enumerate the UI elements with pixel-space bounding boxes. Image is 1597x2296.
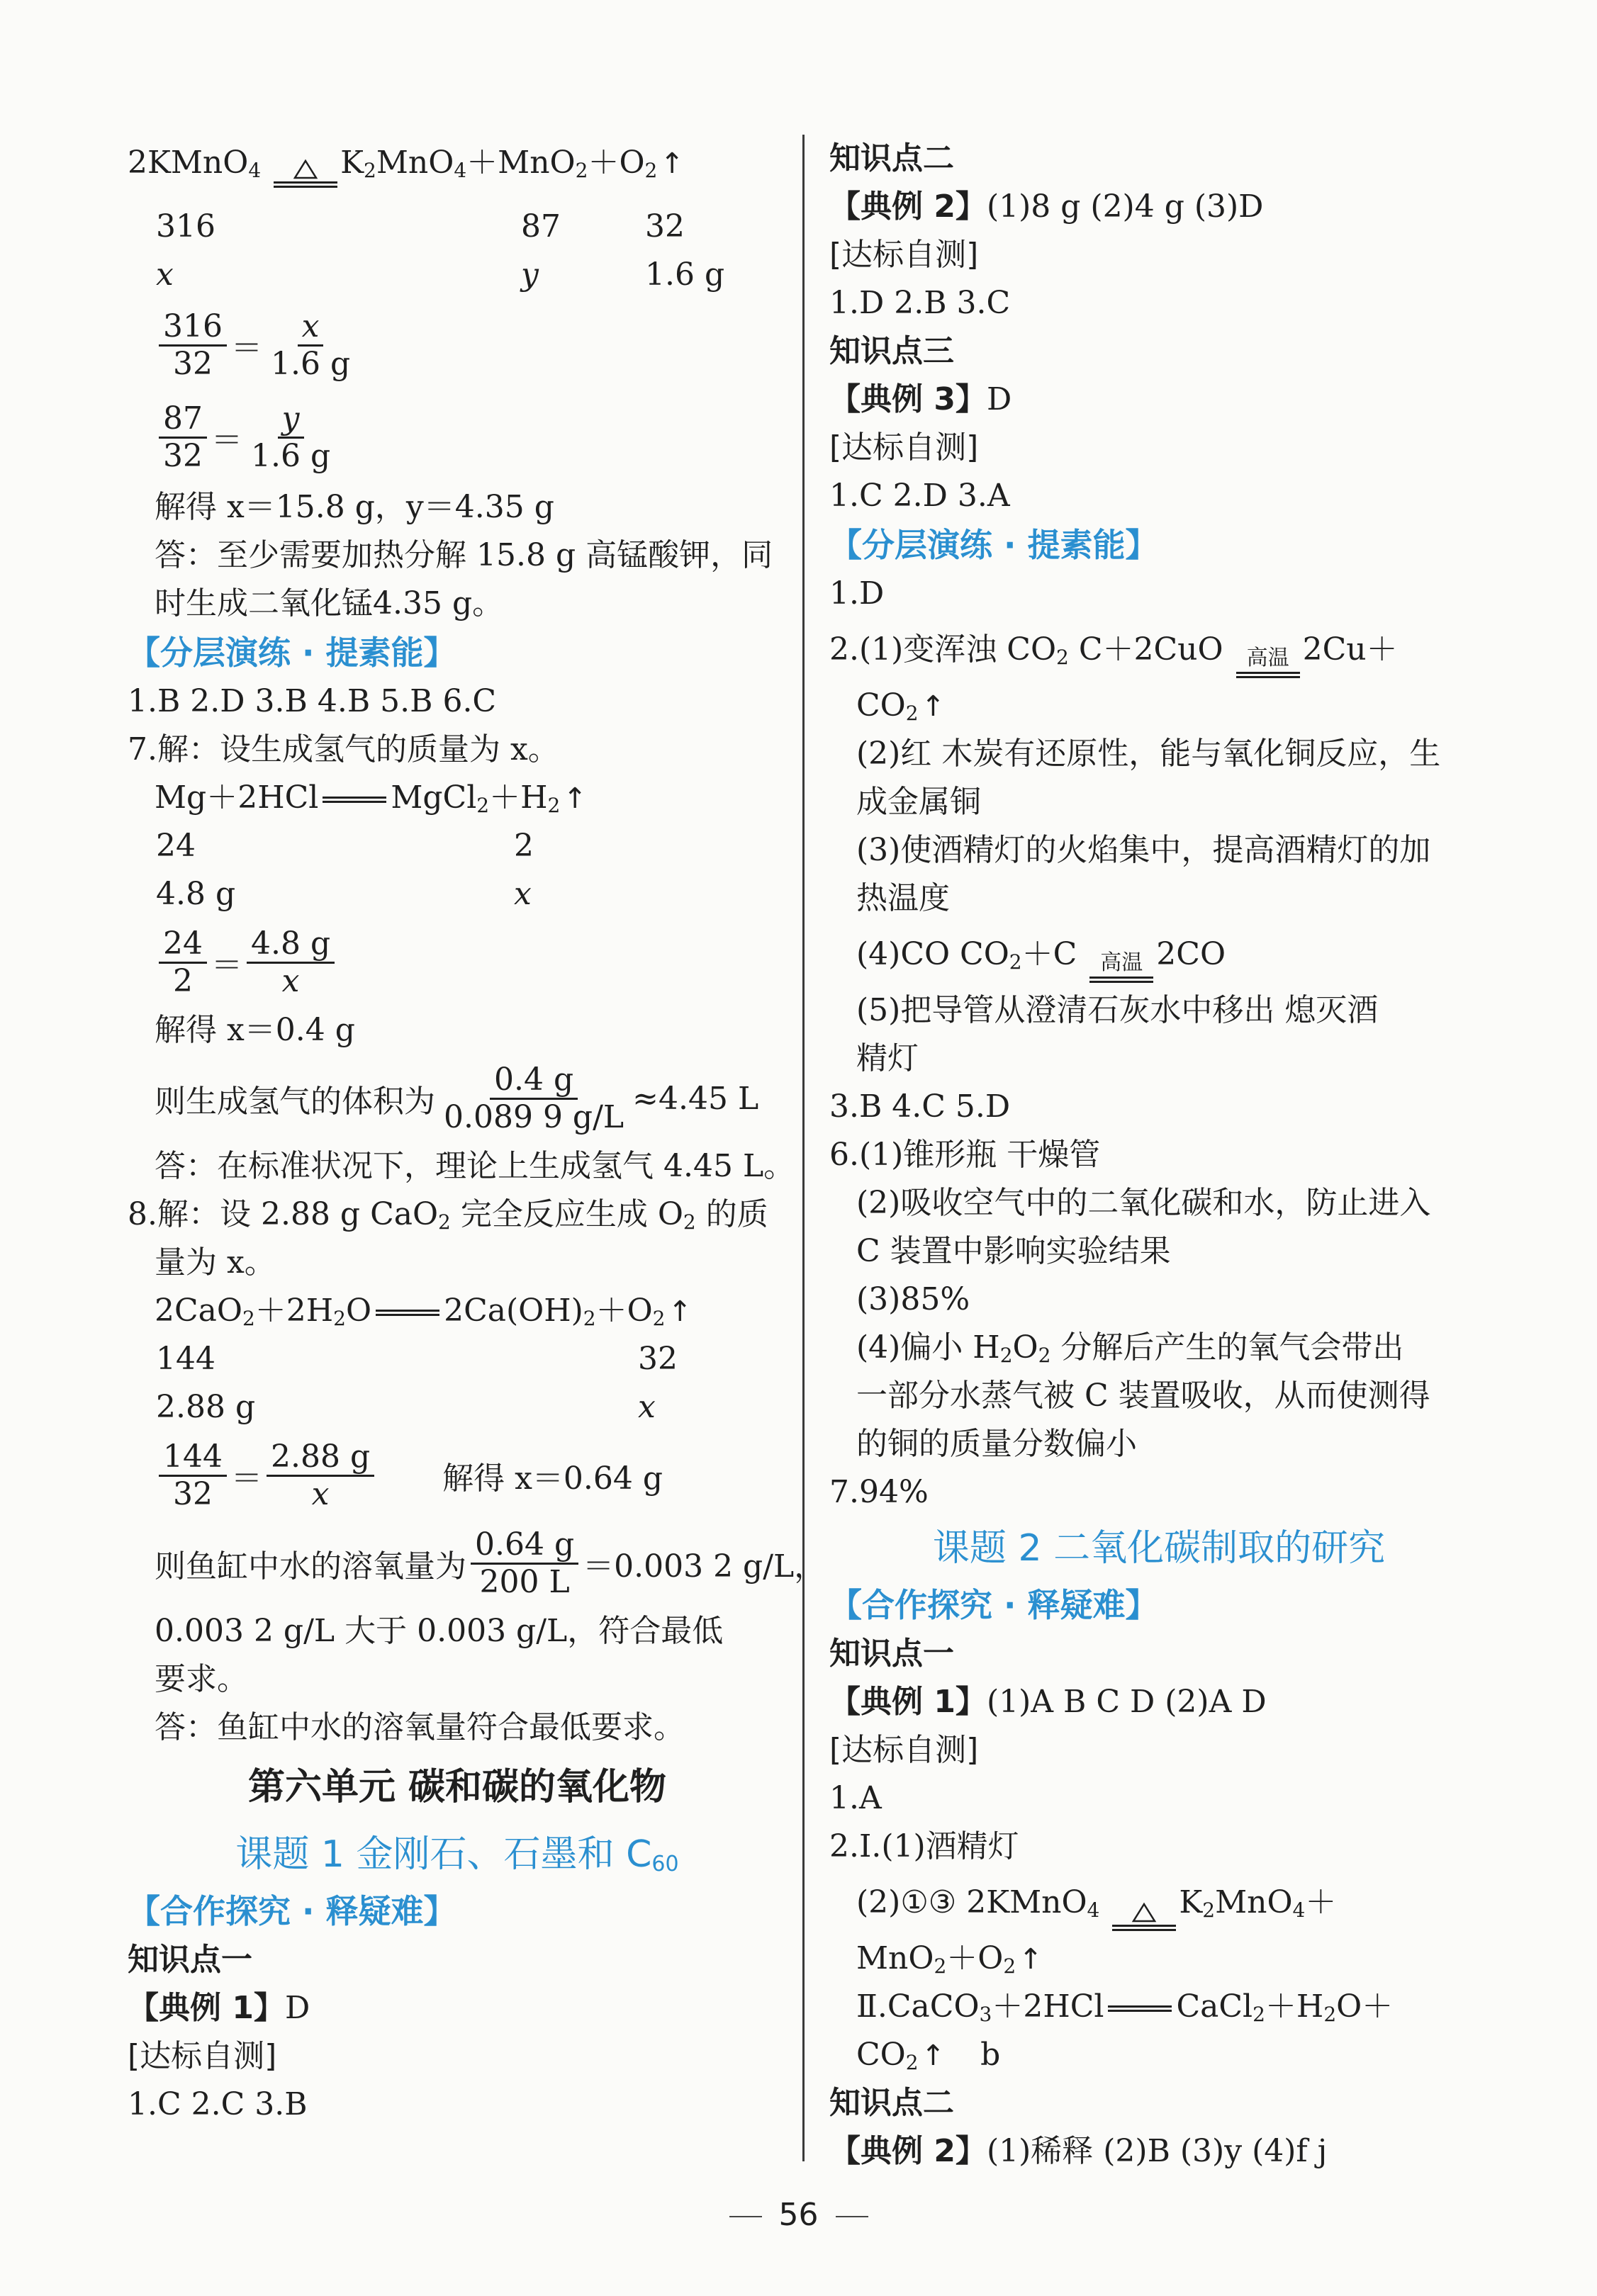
answer-line: 答：至少需要加热分解 15.8 g 高锰酸钾，同 bbox=[155, 537, 773, 573]
example-answer: 【典例 2】(1)稀释 (2)B (3)y (4)f j bbox=[829, 2133, 1328, 2169]
answer-line: 成金属铜 bbox=[856, 784, 981, 820]
question-7: 7.解：设生成氢气的质量为 x。 bbox=[128, 731, 559, 767]
choice-answers: 1.D 2.B 3.C bbox=[829, 285, 1011, 321]
ratio-value: 4.8 g bbox=[156, 876, 236, 912]
topic-title: 课题 2 二氧化碳制取的研究 bbox=[932, 1527, 1386, 1570]
up-arrow-icon: ↑ bbox=[660, 147, 684, 180]
text: ＝0.003 2 g/L， bbox=[583, 1548, 826, 1585]
equation-mg-hcl: Mg＋2HCl $MgCl_2+H_2$ ↑ bbox=[128, 774, 787, 822]
equals-bar bbox=[376, 1310, 439, 1316]
ratio-row bbox=[128, 822, 787, 870]
up-arrow-icon: ↑ bbox=[668, 1295, 692, 1328]
ratio-value: x bbox=[514, 876, 532, 912]
knowledge-point: 知识点三 bbox=[829, 333, 954, 369]
answer-line: 1.A bbox=[829, 1780, 882, 1816]
proportion-2: $\frac{87}{32}$ ＝ $\frac{y}{1.6 g}$ bbox=[128, 391, 787, 483]
answer-line: (4)偏小 $H_2O_2$ 分解后产生的氧气会带出 bbox=[856, 1329, 1404, 1367]
section-heading: 【分层演练 · 提素能】 bbox=[829, 526, 1158, 564]
up-arrow-icon: ↑ bbox=[563, 782, 587, 815]
example-answer: 【典例 2】(1)8 g (2)4 g (3)D bbox=[829, 188, 1264, 225]
self-check: [达标自测] bbox=[829, 429, 979, 466]
ratio-value: 32 bbox=[638, 1341, 678, 1377]
answer-line: 的铜的质量分数偏小 bbox=[856, 1426, 1137, 1462]
unknown-row bbox=[128, 251, 787, 299]
fraction: $\frac{x}{1.6 g}$ bbox=[270, 308, 351, 382]
proportion-4: $\frac{144}{32}$ ＝ $\frac{2.88 g}{x}$ 解得 x＝0.64 g bbox=[128, 1431, 787, 1519]
ratio-value: 1.6 g bbox=[645, 257, 725, 293]
oxygen-line bbox=[128, 1519, 826, 1607]
fraction: $\frac{4.8 g}{x}$ bbox=[247, 926, 335, 999]
equation-cont: $MnO_2+O_2$ ↑ bbox=[829, 1935, 1489, 1983]
proportion-3: $\frac{24}{2}$ ＝ $\frac{4.8 g}{x}$ bbox=[128, 918, 787, 1006]
equation-kmno4: 2KMnO$_4$ $K_2MnO_4+MnO_2+O_2$ ↑ bbox=[128, 135, 787, 191]
page-footer bbox=[0, 2197, 1597, 2233]
fraction: $\frac{144}{32}$ bbox=[159, 1439, 227, 1512]
eq-text: ＋O bbox=[588, 145, 645, 181]
high-temp-condition: 高温 bbox=[1089, 952, 1153, 994]
eq-text: ＋MnO bbox=[466, 145, 576, 181]
ratio-value: 316 bbox=[156, 208, 215, 244]
answer-line: (5)把导管从澄清石灰水中移出 熄灭酒 bbox=[856, 992, 1379, 1028]
fraction: $\frac{316}{32}$ bbox=[159, 309, 227, 382]
answer-line: (3)85% bbox=[856, 1281, 970, 1317]
answer-line: 答：在标准状况下，理论上生成氢气 4.45 L。 bbox=[155, 1148, 795, 1184]
answer-line: 答：鱼缸中水的溶氧量符合最低要求。 bbox=[155, 1709, 685, 1745]
answer-line: 7.94% bbox=[829, 1474, 929, 1510]
example-answer: 【典例 1】(1)A B C D (2)A D bbox=[829, 1684, 1267, 1720]
answer-line: C 装置中影响实验结果 bbox=[856, 1233, 1171, 1269]
equals-bar bbox=[1108, 2005, 1172, 2012]
heat-condition bbox=[274, 157, 337, 199]
up-arrow-icon: ↑ bbox=[1019, 1943, 1043, 1976]
ratio-row bbox=[128, 203, 787, 251]
equation-cao2: $2CaO_2+2H_2O$ $2Ca(OH)_2+O_2$ ↑ bbox=[128, 1287, 787, 1335]
left-column bbox=[128, 135, 826, 2129]
text: 则生成氢气的体积为 bbox=[155, 1084, 435, 1120]
ratio-value: 2.88 g bbox=[156, 1389, 256, 1425]
answer-line: 6.(1)锥形瓶 干燥管 bbox=[829, 1137, 1101, 1173]
answer-line: (2)吸收空气中的二氧化碳和水，防止进入 bbox=[856, 1185, 1431, 1221]
compare-line: 要求。 bbox=[155, 1661, 248, 1697]
knowledge-point: 知识点一 bbox=[829, 1636, 954, 1672]
self-check: [达标自测] bbox=[829, 1732, 979, 1768]
question-8-cont: 量为 x。 bbox=[155, 1244, 276, 1281]
ratio-value: 87 bbox=[521, 208, 561, 244]
answer-line: 1.D bbox=[829, 575, 885, 612]
choice-answers: 1.C 2.C 3.B bbox=[128, 2086, 308, 2122]
answer-line: 热温度 bbox=[856, 880, 950, 916]
answer-line: (3)使酒精灯的火焰集中，提高酒精灯的加 bbox=[856, 832, 1431, 868]
eq-text: 2KMnO bbox=[128, 145, 249, 181]
unknown-row bbox=[128, 870, 787, 918]
ratio-row bbox=[128, 1335, 787, 1383]
self-check: [达标自测] bbox=[829, 237, 979, 273]
fraction: $\frac{87}{32}$ bbox=[159, 401, 207, 474]
section-heading: 【分层演练 · 提素能】 bbox=[128, 634, 456, 672]
eq-text: K bbox=[340, 145, 364, 181]
choice-answers: 3.B 4.C 5.D bbox=[829, 1088, 1011, 1125]
column-divider bbox=[802, 135, 805, 2161]
example-answer: 【典例 1】D bbox=[128, 1990, 310, 2026]
answer-line: 时生成二氧化锰4.35 g。 bbox=[155, 585, 504, 621]
fraction: $\frac{y}{1.6 g}$ bbox=[251, 400, 331, 474]
equation-kmno4-2: (2)①③ 2KMnO$_4$ $K_2MnO_4+$ bbox=[829, 1871, 1489, 1935]
volume-line bbox=[128, 1054, 787, 1142]
unknown-row bbox=[128, 1383, 787, 1431]
text: ≈4.45 L bbox=[632, 1080, 759, 1117]
unit-title: 第六单元 碳和碳的氧化物 bbox=[247, 1766, 667, 1808]
knowledge-point: 知识点一 bbox=[128, 1942, 252, 1978]
ratio-value: x bbox=[638, 1389, 656, 1425]
fraction: $\frac{2.88 g}{x}$ bbox=[267, 1439, 374, 1512]
ratio-value: 24 bbox=[156, 828, 196, 864]
solution-line: 解得 x＝0.4 g bbox=[155, 1012, 355, 1048]
up-arrow-icon: ↑ bbox=[921, 2039, 946, 2072]
heat-triangle-icon bbox=[293, 157, 318, 181]
eq-text: Mg＋2HCl bbox=[155, 780, 319, 816]
answer-2-4: (4)CO $CO_2+C$ 高温 2CO bbox=[829, 923, 1489, 986]
right-column bbox=[829, 135, 1489, 2176]
eq-text: MgCl bbox=[391, 780, 477, 816]
answer-line: 一部分水蒸气被 C 装置吸收，从而使测得 bbox=[856, 1378, 1430, 1414]
section-heading: 【合作探究 · 释疑难】 bbox=[128, 1892, 456, 1930]
ratio-value: 32 bbox=[645, 208, 685, 244]
fraction: $\frac{0.4 g}{0.089 9 g/L}$ bbox=[444, 1061, 624, 1135]
text: 解得 x＝0.64 g bbox=[442, 1461, 663, 1497]
compare-line: 0.003 2 g/L 大于 0.003 g/L，符合最低 bbox=[155, 1613, 724, 1649]
proportion-1: $\frac{316}{32}$ ＝ $\frac{x}{1.6 g}$ bbox=[128, 299, 787, 391]
ratio-value: y bbox=[521, 257, 539, 293]
eq-text: MnO bbox=[376, 145, 454, 181]
choice-answers: 1.B 2.D 3.B 4.B 5.B 6.C bbox=[128, 683, 497, 719]
self-check: [达标自测] bbox=[128, 2038, 277, 2074]
ratio-value: 144 bbox=[156, 1341, 215, 1377]
section-heading: 【合作探究 · 释疑难】 bbox=[829, 1586, 1158, 1624]
ratio-value: 2 bbox=[514, 828, 534, 864]
up-arrow-icon: ↑ bbox=[921, 690, 946, 723]
answer-line: 精灯 bbox=[856, 1040, 919, 1076]
answer-line: (2)红 木炭有还原性，能与氧化铜反应，生 bbox=[856, 736, 1441, 772]
topic-title: 课题 1 金刚石、石墨和 $C_{60}$ bbox=[235, 1833, 679, 1876]
heat-triangle-icon bbox=[1131, 1901, 1157, 1925]
answer-2-cont: $CO_2$ ↑ bbox=[829, 682, 1489, 730]
ratio-value: x bbox=[156, 257, 174, 293]
answer-line: 2.Ⅰ.(1)酒精灯 bbox=[829, 1828, 1019, 1864]
equation-cont: $CO_2$ ↑ b bbox=[829, 2031, 1489, 2079]
text: 则鱼缸中水的溶氧量为 bbox=[155, 1548, 466, 1585]
choice-answers: 1.C 2.D 3.A bbox=[829, 478, 1010, 514]
eq-text: ＋H bbox=[489, 780, 548, 816]
equation-caco3: Ⅱ.CaCO$_3$＋2HCl $CaCl_2+H_2O+$ bbox=[856, 1988, 1394, 2026]
answer-2-line: 2.(1)变浑浊 $CO_2$ C＋2CuO 高温 2Cu＋ bbox=[829, 618, 1489, 682]
high-temp-condition: 高温 bbox=[1236, 648, 1300, 690]
fraction: $\frac{0.64 g}{200 L}$ bbox=[471, 1527, 578, 1600]
example-answer: 【典例 3】D bbox=[829, 381, 1012, 417]
question-8: 8.解：设 2.88 g CaO$_2$ 完全反应生成 $O_2$ 的质 bbox=[128, 1196, 768, 1234]
knowledge-point: 知识点二 bbox=[829, 2085, 954, 2121]
equals-bar bbox=[323, 797, 386, 803]
knowledge-point: 知识点二 bbox=[829, 140, 954, 176]
fraction: $\frac{24}{2}$ bbox=[159, 926, 207, 999]
solution-line: 解得 x＝15.8 g，y＝4.35 g bbox=[155, 489, 554, 525]
page-number: 56 bbox=[778, 2197, 819, 2233]
